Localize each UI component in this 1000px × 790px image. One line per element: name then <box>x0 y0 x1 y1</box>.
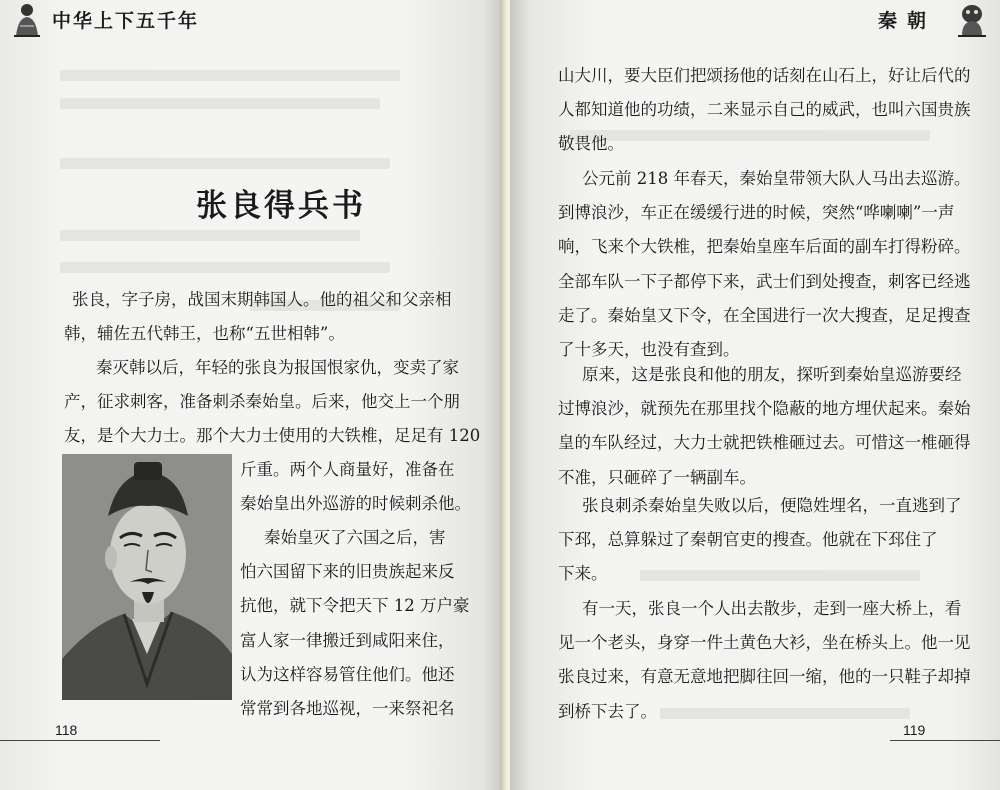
text-line: 到桥下去了。 <box>558 701 657 721</box>
text-line: 有一天，张良一个人出去散步，走到一座大桥上，看 <box>582 599 962 618</box>
text-line: 秦始皇出外巡游的时候刺杀他。 <box>240 494 471 514</box>
text-line: 全部车队一下子都停下来，武士们到处搜查，刺客已经逃 <box>558 271 971 291</box>
text-line: 见一个老头，身穿一件土黄色大衫，坐在桥头上。他一见 <box>558 633 971 653</box>
paragraph <box>558 162 978 367</box>
text-line: 到博浪沙，车正在缓缓行进的时候，突然“哗喇喇”一声 <box>558 203 955 223</box>
paragraph <box>240 453 471 521</box>
text-line: 山大川，要大臣们把颂扬他的话刻在山石上，好让后代的 <box>558 66 971 85</box>
chapter-title: 张良得兵书 <box>196 188 366 224</box>
paragraph <box>240 521 470 726</box>
right-page <box>510 0 1000 790</box>
paragraph <box>558 358 978 495</box>
text-line: 公元前 218 年春天，秦始皇带领大队人马出去巡游。 <box>582 169 971 188</box>
text-line: 怕六国留下来的旧贵族起来反 <box>240 562 455 582</box>
paragraph <box>64 283 452 351</box>
text-line: 了十多天，也没有查到。 <box>558 339 740 359</box>
text-line: 张良过来，有意无意地把脚往回一缩，他的一只鞋子却掉 <box>558 667 971 687</box>
text-line: 张良，字子房，战国末期韩国人。他的祖父和父亲相 <box>72 290 452 309</box>
page-number: 118 <box>55 722 78 738</box>
running-head: 中华上下五千年 <box>52 10 200 32</box>
text-line: 张良刺杀秦始皇失败以后，便隐姓埋名，一直逃到了 <box>582 496 962 515</box>
text-line: 斤重。两个人商量好，准备在 <box>240 460 455 479</box>
text-line: 人都知道他的功绩，二来显示自己的威武，也叫六国贵族 <box>558 100 971 120</box>
guardian-lion-icon <box>952 0 990 38</box>
text-line: 下来。 <box>558 564 608 584</box>
paragraph <box>558 592 978 729</box>
text-line: 秦始皇灭了六国之后，害 <box>264 528 446 547</box>
paragraph <box>558 489 978 592</box>
text-line: 皇的车队经过，大力士就把铁椎砸过去。可惜这一椎砸得 <box>558 433 971 453</box>
paragraph <box>558 59 978 162</box>
zhang-liang-portrait <box>62 454 232 700</box>
text-line: 下邳，总算躲过了秦朝官吏的搜查。他就在下邳住了 <box>558 530 938 550</box>
paragraph <box>64 351 481 454</box>
text-line: 常常到各地巡视，一来祭祀名 <box>240 698 455 718</box>
text-line: 富人家一律搬迁到咸阳来住， <box>240 630 455 650</box>
text-line: 韩，辅佐五代韩王，也称“五世相韩”。 <box>64 324 345 344</box>
text-line: 响，飞来个大铁椎，把秦始皇座车后面的副车打得粉碎。 <box>558 237 971 257</box>
text-line: 敬畏他。 <box>558 134 624 154</box>
text-line: 友，是个大力士。那个大力士使用的大铁椎，足足有 120 <box>64 426 481 446</box>
seated-figure-icon <box>8 0 46 38</box>
running-head: 秦朝 <box>877 10 936 32</box>
text-line: 认为这样容易管住他们。他还 <box>240 664 455 684</box>
page-number: 119 <box>903 722 926 738</box>
text-line: 秦灭韩以后，年轻的张良为报国恨家仇，变卖了家 <box>96 358 459 377</box>
text-line: 过博浪沙，就预先在那里找个隐蔽的地方埋伏起来。秦始 <box>558 399 971 419</box>
text-line: 不准，只砸碎了一辆副车。 <box>558 467 756 487</box>
text-line: 原来，这是张良和他的朋友，探听到秦始皇巡游要经 <box>582 365 962 384</box>
footer-rule <box>890 740 1000 741</box>
text-line: 抗他，就下令把天下 12 万户豪 <box>240 596 470 616</box>
text-line: 走了。秦始皇又下令，在全国进行一次大搜查，足足搜查 <box>558 305 971 325</box>
text-line: 产，征求刺客，准备刺杀秦始皇。后来，他交上一个朋 <box>64 392 460 412</box>
footer-rule <box>0 740 160 741</box>
